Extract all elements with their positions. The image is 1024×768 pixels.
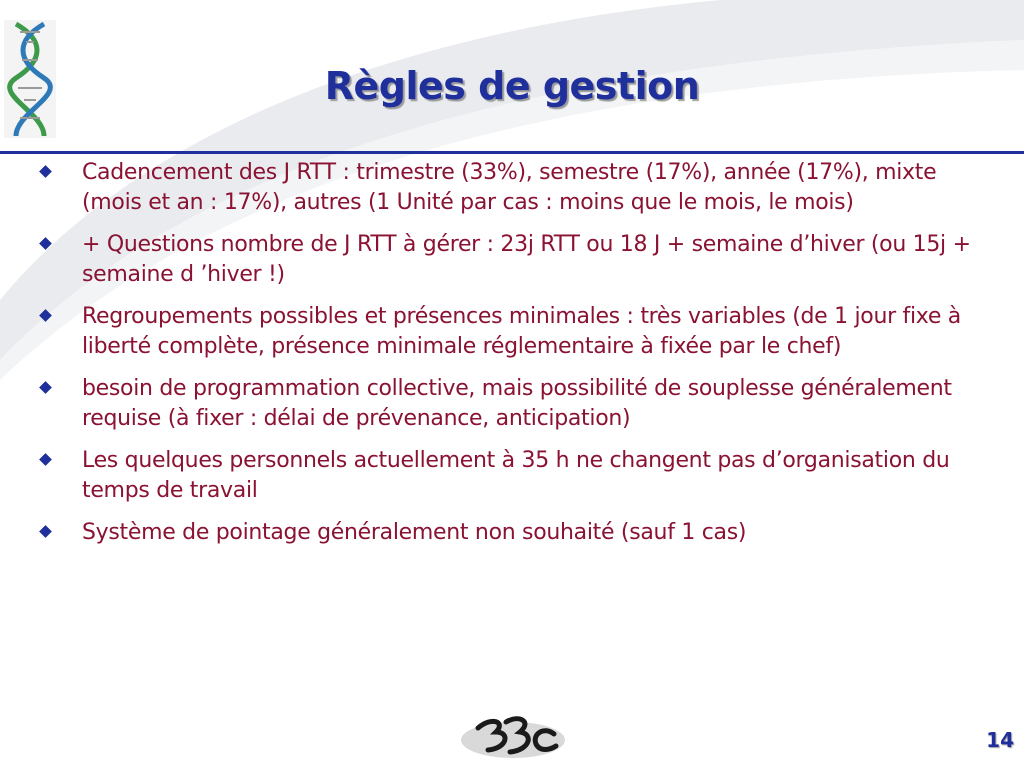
list-item (40, 518, 990, 548)
list-item (40, 446, 990, 506)
diamond-bullet-icon (39, 525, 52, 538)
diamond-bullet-icon (39, 381, 52, 394)
diamond-bullet-icon (39, 453, 52, 466)
title-divider (0, 151, 1024, 154)
bullet-text: Les quelques personnels actuellement à 35 h ne changent pas d’organisation du temps de travail (82, 448, 950, 503)
stylized-3bc-logo (458, 712, 568, 762)
bullet-text: Cadencement des J RTT : trimestre (33%), semestre (17%), année (17%), mixte (mois et an : 17%), autres (1 Unité par cas : moins que le mois, le mois) (82, 160, 937, 215)
diamond-bullet-icon (39, 165, 52, 178)
bullet-list (40, 158, 990, 560)
diamond-bullet-icon (39, 309, 52, 322)
slide-title: Règles de gestion (324, 64, 700, 108)
bullet-text: Regroupements possibles et présences minimales : très variables (de 1 jour fixe à liberté complète, présence minimale réglementaire à fixée par le chef) (82, 304, 961, 359)
diamond-bullet-icon (39, 237, 52, 250)
list-item (40, 302, 990, 362)
page-number: 14 (986, 728, 1014, 752)
list-item (40, 158, 990, 218)
bullet-text: Système de pointage généralement non souhaité (sauf 1 cas) (82, 520, 747, 545)
bullet-text: besoin de programmation collective, mais possibilité de souplesse généralement requise (à fixer : délai de prévenance, anticipation) (82, 376, 952, 431)
list-item (40, 230, 990, 290)
bullet-text: + Questions nombre de J RTT à gérer : 23j RTT ou 18 J + semaine d’hiver (ou 15j + semaine d ’hiver !) (82, 232, 971, 287)
list-item (40, 374, 990, 434)
